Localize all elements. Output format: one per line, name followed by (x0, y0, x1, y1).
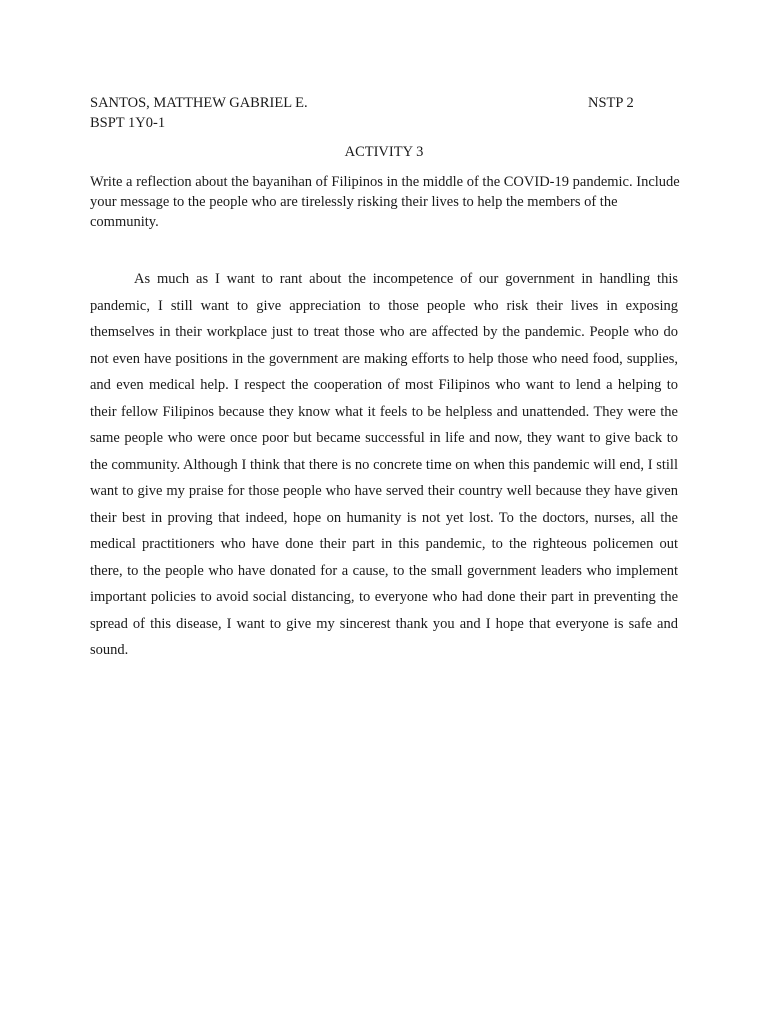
course-code: NSTP 2 (588, 95, 634, 111)
section-code: BSPT 1Y0-1 (90, 115, 166, 131)
activity-title: ACTIVITY 3 (344, 144, 424, 160)
reflection-paragraph: As much as I want to rant about the incompetence of our government in handling this pandemic, I still want to give appreciation to those people who risk their lives in exposing themselves in their workplace just to treat those who are affected by the pandemic. People who do not even have positions in the government are making efforts to help those who need food, supplies, and even medical help. I respect the cooperation of most Filipinos who want to lend a helping to their fellow Filipinos because they know what it feels to be helpless and unattended. They were the same people who were once poor but became successful in life and now, they want to give back to the community. Although I think that there is no concrete time on when this pandemic will end, I still want to give my praise for those people who have served their country well because they have given their best in proving that indeed, hope on humanity is not yet lost. To the doctors, nurses, all the medical practitioners who have done their part in this pandemic, to the righteous policemen out there, to the people who have donated for a cause, to the small government leaders who implement important policies to avoid social distancing, to everyone who had done their part in preventing the spread of this disease, I want to give my sincerest thank you and I hope that everyone is safe and sound. (90, 271, 678, 658)
activity-prompt: Write a reflection about the bayanihan of Filipinos in the middle of the COVID-19 pandemic. Include your message to the people who are tirelessly risking their lives to help the members of the community. (90, 174, 680, 230)
document-header (90, 93, 650, 113)
student-name: SANTOS, MATTHEW GABRIEL E. (90, 95, 308, 111)
